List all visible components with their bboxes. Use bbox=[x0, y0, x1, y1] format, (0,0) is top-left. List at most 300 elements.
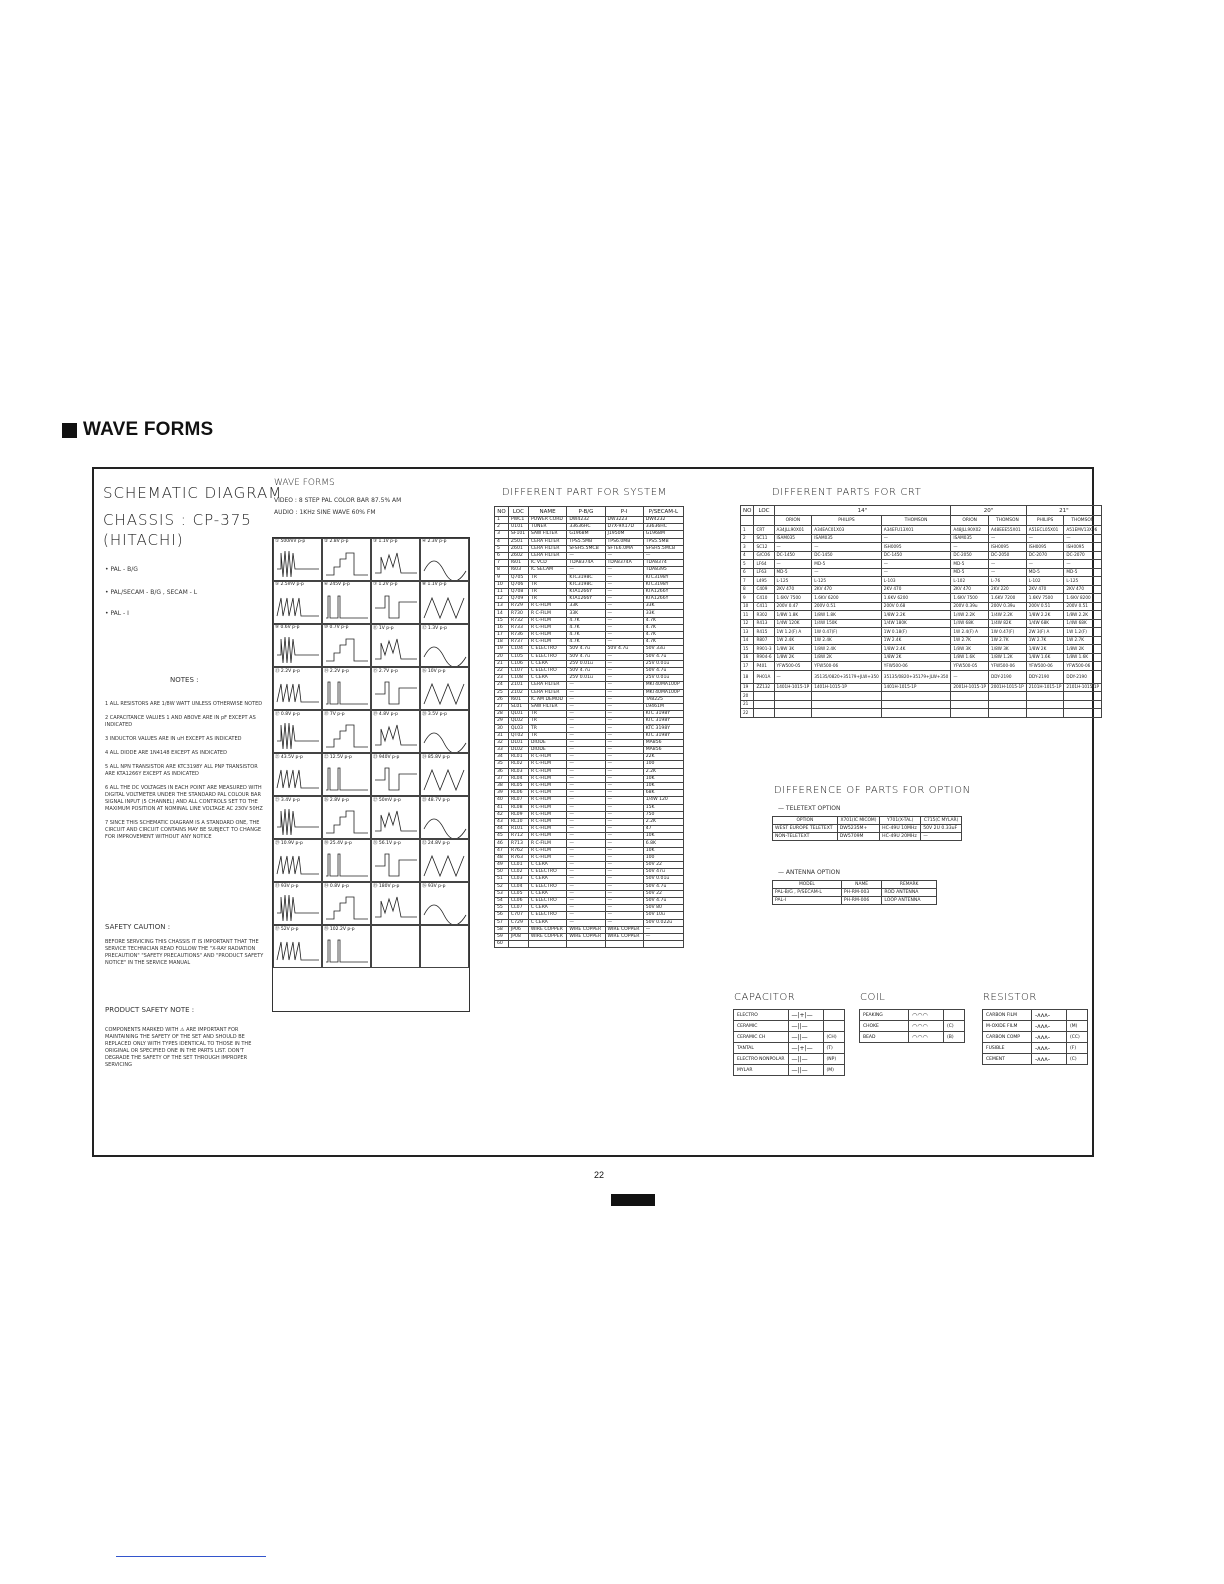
table-cell: 19 bbox=[495, 646, 509, 653]
table-cell: 4.7K bbox=[643, 617, 683, 624]
table-cell: C CERA bbox=[528, 876, 566, 883]
table-header: P-B/G bbox=[567, 507, 605, 517]
table-row bbox=[741, 611, 1102, 620]
table-header: 21" bbox=[1026, 506, 1101, 516]
table-cell: — bbox=[605, 804, 643, 811]
waveform-trace-icon bbox=[422, 719, 468, 752]
waveform-trace-icon bbox=[324, 676, 370, 709]
table-cell: 4.7K bbox=[643, 624, 683, 631]
capacitor-symbol-icon: —||— bbox=[788, 1054, 823, 1065]
table-header bbox=[741, 516, 754, 526]
table-cell: 21 bbox=[495, 660, 509, 667]
table-cell: C104 bbox=[508, 646, 528, 653]
table-cell: 19 bbox=[741, 683, 754, 692]
table-cell: — bbox=[567, 804, 605, 811]
table-cell: MD-5 bbox=[951, 560, 989, 569]
table-cell: QL02 bbox=[508, 718, 528, 725]
capacitor-legend-title: CAPACITOR bbox=[734, 992, 796, 1003]
table-header: NO bbox=[495, 507, 509, 517]
table-row bbox=[741, 619, 1102, 628]
table-cell: C107 bbox=[508, 667, 528, 674]
table-row bbox=[495, 653, 684, 660]
table-cell bbox=[508, 941, 528, 948]
waveform-cell bbox=[371, 667, 420, 710]
table-cell: 1/4W 2.2K bbox=[989, 611, 1027, 620]
section-heading bbox=[62, 419, 213, 441]
table-cell bbox=[881, 692, 951, 701]
table-cell: 24 bbox=[495, 682, 509, 689]
table-cell: 200V 0.68 bbox=[881, 602, 951, 611]
table-cell: 47 bbox=[495, 847, 509, 854]
table-cell: KTC 3198Y bbox=[643, 718, 683, 725]
table-header: C715(C MYLAR) bbox=[921, 817, 962, 825]
waveform-label: ㉝ 93V p-p bbox=[275, 884, 299, 889]
table-cell: C729 bbox=[508, 919, 528, 926]
table-cell: — bbox=[605, 725, 643, 732]
table-cell: 4.7K bbox=[567, 617, 605, 624]
legend-row bbox=[734, 1065, 845, 1076]
table-cell: 1/8W 2K bbox=[774, 653, 812, 662]
table-cell: — bbox=[951, 670, 989, 683]
table-cell bbox=[812, 700, 882, 709]
table-row bbox=[495, 782, 684, 789]
table-cell: 32 bbox=[495, 739, 509, 746]
waveforms-title: WAVE FORMS bbox=[274, 478, 335, 488]
table-header-row bbox=[741, 516, 1102, 526]
table-cell: Z101 bbox=[508, 682, 528, 689]
table-cell: — bbox=[774, 543, 812, 552]
legend-label: BEAD bbox=[860, 1032, 909, 1043]
table-cell: TDA8395 bbox=[643, 567, 683, 574]
table-cell: 14 bbox=[741, 636, 754, 645]
table-cell: ISH0095 bbox=[881, 543, 951, 552]
table-cell: A34EAC01X03 bbox=[812, 526, 882, 535]
table-cell: WEST EUROPE TELETEXT bbox=[773, 825, 838, 833]
legend-row bbox=[734, 1032, 845, 1043]
waveform-label: ㉛ 56.1V p-p bbox=[373, 841, 401, 846]
table-cell: R413 bbox=[754, 619, 774, 628]
table-cell: R C-FILM bbox=[528, 610, 566, 617]
table-cell: MKT40MA100P bbox=[643, 682, 683, 689]
table-cell: SFSH5.5MCB bbox=[567, 545, 605, 552]
table-row bbox=[495, 667, 684, 674]
table-row bbox=[495, 560, 684, 567]
table-cell: KTA1266Y bbox=[643, 596, 683, 603]
table-row bbox=[741, 653, 1102, 662]
table-cell: R C-FILM bbox=[528, 818, 566, 825]
legend-code: (F) bbox=[1067, 1043, 1088, 1054]
table-cell: — bbox=[605, 833, 643, 840]
table-cell: C105 bbox=[508, 653, 528, 660]
table-cell: — bbox=[1064, 534, 1102, 543]
table-cell: — bbox=[605, 624, 643, 631]
table-cell: 1/8W 2K bbox=[1064, 645, 1102, 654]
waveform-cell bbox=[371, 753, 420, 796]
table-cell: 1/8W 2K bbox=[1026, 645, 1064, 654]
table-row bbox=[495, 768, 684, 775]
table-cell: 1/8W 1.2K bbox=[989, 653, 1027, 662]
table-cell bbox=[812, 692, 882, 701]
table-row bbox=[495, 833, 684, 840]
table-cell: 44 bbox=[495, 826, 509, 833]
table-cell: 15 bbox=[495, 617, 509, 624]
legend-row bbox=[734, 1054, 845, 1065]
table-cell: 2101H-1015-1P bbox=[1026, 683, 1064, 692]
table-cell: 1.6KV 6200 bbox=[881, 594, 951, 603]
table-cell: 22K bbox=[643, 754, 683, 761]
table-cell: I601 bbox=[508, 560, 528, 567]
waveform-cell bbox=[371, 581, 420, 624]
table-cell: — bbox=[605, 905, 643, 912]
table-cell: — bbox=[567, 696, 605, 703]
table-cell: CL04 bbox=[508, 883, 528, 890]
table-row bbox=[495, 660, 684, 667]
waveform-cell bbox=[322, 925, 371, 968]
table-cell: 37 bbox=[495, 775, 509, 782]
table-cell: TDA8374 bbox=[643, 560, 683, 567]
table-cell: 50V 4.7u bbox=[643, 897, 683, 904]
table-cell bbox=[1026, 709, 1064, 718]
table-header: REMARK bbox=[882, 881, 937, 889]
table-cell: — bbox=[605, 610, 643, 617]
table-cell: — bbox=[567, 854, 605, 861]
table-cell: WIRE COPPER bbox=[605, 926, 643, 933]
table-cell bbox=[1064, 692, 1102, 701]
table-cell: 50V 10u bbox=[643, 912, 683, 919]
legend-code: (B) bbox=[944, 1032, 965, 1043]
table-cell: TPS5.5MB bbox=[643, 538, 683, 545]
table-cell: R736 bbox=[508, 632, 528, 639]
table-cell: 55 bbox=[495, 905, 509, 912]
waveform-cell bbox=[371, 624, 420, 667]
table-cell: — bbox=[567, 847, 605, 854]
table-cell: 6.8K bbox=[643, 840, 683, 847]
table-cell: KTC3198C bbox=[567, 581, 605, 588]
table-cell: 12 bbox=[741, 619, 754, 628]
notes-title: NOTES : bbox=[170, 676, 199, 684]
notes-list bbox=[105, 701, 265, 848]
table-cell: 6 bbox=[741, 568, 754, 577]
table-cell: 13 bbox=[741, 628, 754, 637]
table-cell: 1/8W 2.2K bbox=[1026, 611, 1064, 620]
table-cell: DC-2050 bbox=[951, 551, 989, 560]
waveform-cell bbox=[322, 581, 371, 624]
table-cell: ISAM035 bbox=[774, 534, 812, 543]
table-cell: 100 bbox=[643, 761, 683, 768]
waveform-cell bbox=[371, 839, 420, 882]
table-cell: C ELECTRO bbox=[528, 883, 566, 890]
waveform-trace-icon bbox=[373, 633, 419, 666]
table-cell: — bbox=[812, 568, 882, 577]
table-row bbox=[495, 739, 684, 746]
table-cell: 1401H-1015-1P bbox=[812, 683, 882, 692]
table-row bbox=[495, 804, 684, 811]
table-cell: MA856 bbox=[643, 747, 683, 754]
table-cell: R C-FILM bbox=[528, 797, 566, 804]
table-cell: 1/4W 180K bbox=[881, 619, 951, 628]
table-cell: CL06 bbox=[508, 897, 528, 904]
table-cell: G1968M bbox=[643, 531, 683, 538]
table-cell: TPS5.5MB bbox=[567, 538, 605, 545]
table-row bbox=[741, 636, 1102, 645]
table-row bbox=[773, 825, 962, 833]
note-item: 4 ALL DIODE ARE 1N4148 EXCEPT AS INDICATED bbox=[105, 750, 227, 756]
table-row bbox=[741, 585, 1102, 594]
table-cell: — bbox=[605, 703, 643, 710]
table-cell: JP06 bbox=[508, 926, 528, 933]
table-cell: — bbox=[605, 754, 643, 761]
table-cell: 2KV 470 bbox=[1064, 585, 1102, 594]
table-cell: R C-FILM bbox=[528, 811, 566, 818]
schematic-sheet bbox=[92, 467, 1100, 1157]
table-cell: C410 bbox=[754, 594, 774, 603]
table-cell bbox=[605, 941, 643, 948]
table-cell: R C-FILM bbox=[528, 617, 566, 624]
table-row bbox=[495, 826, 684, 833]
legend-row bbox=[983, 1010, 1088, 1021]
table-cell: 33K bbox=[567, 603, 605, 610]
table-cell: R C-FILM bbox=[528, 833, 566, 840]
table-cell: 23 bbox=[495, 675, 509, 682]
table-cell: R C-FILM bbox=[528, 826, 566, 833]
table-cell: 50V 2U 0.33uF bbox=[921, 825, 962, 833]
table-cell: 2KV 470 bbox=[951, 585, 989, 594]
waveform-cell bbox=[420, 925, 469, 968]
table-cell: RL04 bbox=[508, 775, 528, 782]
waveform-trace-icon bbox=[373, 762, 419, 795]
table-cell: 50 bbox=[495, 869, 509, 876]
table-row bbox=[495, 603, 684, 610]
table-cell: C CERA bbox=[528, 862, 566, 869]
table-cell: YFW500-06 bbox=[1064, 662, 1102, 671]
table-cell bbox=[774, 700, 812, 709]
table-cell: YFW500-06 bbox=[812, 662, 882, 671]
waveform-label: ⑦ 1.2V p-p bbox=[373, 582, 398, 587]
table-cell: R C-FILM bbox=[528, 790, 566, 797]
table-cell: A34JLL90X01 bbox=[774, 526, 812, 535]
legend-code: (CC) bbox=[1067, 1032, 1088, 1043]
table-row bbox=[495, 790, 684, 797]
table-cell: 50V 47u bbox=[643, 869, 683, 876]
waveform-trace-icon bbox=[373, 848, 419, 881]
table-cell: 200V 0.51 bbox=[1064, 602, 1102, 611]
table-cell: TR bbox=[528, 588, 566, 595]
table-cell: P401 bbox=[754, 662, 774, 671]
waveform-label: ㉖ 2.8V p-p bbox=[324, 798, 349, 803]
table-cell: QL01 bbox=[508, 711, 528, 718]
table-cell bbox=[989, 700, 1027, 709]
table-cell: 10 bbox=[495, 581, 509, 588]
teletext-option-table bbox=[772, 816, 962, 841]
table-cell: RL07 bbox=[508, 797, 528, 804]
table-cell: MD-5 bbox=[951, 568, 989, 577]
table-cell: 2101H-1015-1P bbox=[1064, 683, 1102, 692]
table-cell: C CERA bbox=[528, 660, 566, 667]
table-row bbox=[495, 761, 684, 768]
table-cell: 2KV 470 bbox=[774, 585, 812, 594]
table-row bbox=[495, 905, 684, 912]
table-cell: DC-2050 bbox=[989, 551, 1027, 560]
waveform-trace-icon bbox=[324, 934, 370, 967]
table-cell: 58 bbox=[495, 926, 509, 933]
table-cell: R737 bbox=[508, 639, 528, 646]
table-cell: R C-FILM bbox=[528, 782, 566, 789]
table-cell: Z602 bbox=[508, 552, 528, 559]
table-cell bbox=[643, 941, 683, 948]
table-cell: — bbox=[567, 689, 605, 696]
table-cell: — bbox=[567, 775, 605, 782]
table-cell: 36 bbox=[495, 768, 509, 775]
waveform-label: ㉟ 180V p-p bbox=[373, 884, 400, 889]
table-cell: — bbox=[605, 574, 643, 581]
table-cell: R712 bbox=[508, 833, 528, 840]
table-cell: 42 bbox=[495, 811, 509, 818]
table-header: THOMSON bbox=[1064, 516, 1102, 526]
waveform-cell bbox=[273, 581, 322, 624]
table-cell: WIRE COPPER bbox=[528, 926, 566, 933]
table-row bbox=[495, 890, 684, 897]
table-cell: — bbox=[605, 876, 643, 883]
note-item: 1 ALL RESISTORS ARE 1/8W WATT UNLESS OTHERWISE NOTED bbox=[105, 701, 263, 707]
table-cell: — bbox=[567, 718, 605, 725]
table-cell: KTA1266Y bbox=[643, 588, 683, 595]
table-cell: YFW500-06 bbox=[881, 662, 951, 671]
table-cell: — bbox=[605, 617, 643, 624]
table-row bbox=[741, 602, 1102, 611]
table-cell: 3 bbox=[741, 543, 754, 552]
table-cell bbox=[1026, 700, 1064, 709]
table-cell: 1.6KV 7500 bbox=[774, 594, 812, 603]
waveform-trace-icon bbox=[324, 719, 370, 752]
table-cell: 50V 0.022u bbox=[643, 919, 683, 926]
table-cell: C CERA bbox=[528, 905, 566, 912]
schematic-title: SCHEMATIC DIAGRAM bbox=[103, 484, 283, 502]
table-cell: KTA1266Y bbox=[567, 588, 605, 595]
waveform-trace-icon bbox=[324, 762, 370, 795]
table-cell: I603 bbox=[508, 567, 528, 574]
waveform-trace-icon bbox=[373, 547, 419, 580]
table-cell: — bbox=[605, 639, 643, 646]
table-cell bbox=[567, 941, 605, 948]
table-cell: DL02 bbox=[508, 747, 528, 754]
table-row bbox=[495, 912, 684, 919]
waveform-trace-icon bbox=[373, 676, 419, 709]
table-header: NO bbox=[741, 506, 754, 516]
table-cell: — bbox=[605, 826, 643, 833]
waveform-cell bbox=[322, 667, 371, 710]
table-cell: 8 bbox=[495, 567, 509, 574]
table-cell: — bbox=[567, 797, 605, 804]
table-cell: SL01 bbox=[508, 703, 528, 710]
table-cell: 45 bbox=[495, 833, 509, 840]
table-row bbox=[741, 551, 1102, 560]
coil-symbol-icon: ◠◠◠ bbox=[909, 1021, 944, 1032]
table-row bbox=[495, 610, 684, 617]
table-cell: D7X-9X17D bbox=[605, 524, 643, 531]
table-cell: — bbox=[605, 689, 643, 696]
table-cell: 26 bbox=[495, 696, 509, 703]
table-cell: SAW FILTER bbox=[528, 531, 566, 538]
table-row bbox=[741, 670, 1102, 683]
table-cell: — bbox=[605, 552, 643, 559]
table-cell: R732 bbox=[508, 617, 528, 624]
table-cell: 11 bbox=[741, 611, 754, 620]
table-cell: TPS6.0MB bbox=[605, 538, 643, 545]
table-cell: 7 bbox=[741, 577, 754, 586]
footer-link-underline bbox=[116, 1556, 266, 1557]
table-cell: 54 bbox=[495, 897, 509, 904]
waveform-cell bbox=[273, 538, 322, 581]
table-cell: — bbox=[881, 534, 951, 543]
coil-legend-title: COIL bbox=[860, 992, 886, 1003]
table-cell: R C-FILM bbox=[528, 768, 566, 775]
table-cell: C ELECTRO bbox=[528, 646, 566, 653]
waveform-trace-icon bbox=[324, 891, 370, 924]
table-cell: R C-FILM bbox=[528, 840, 566, 847]
table-cell: 1/4W 82K bbox=[989, 619, 1027, 628]
waveform-trace-icon bbox=[275, 934, 321, 967]
note-item: 7 SINCE THIS SCHEMATIC DIAGRAM IS A STANDARD ONE, THE CIRCUIT AND CIRCUIT CONTAINS MAY BE SUBJECT TO CHANGE FOR IMPROVEMENT WITHOUT ANY NOTICE bbox=[105, 820, 261, 840]
table-cell: 1401H-1015-1P bbox=[774, 683, 812, 692]
waveform-cell bbox=[322, 882, 371, 925]
legend-row bbox=[860, 1021, 965, 1032]
note-item: 5 ALL NPN TRANSISTOR ARE KTC3198Y ALL PNP TRANSISTOR ARE KTA1266Y EXCEPT AS INDICATED bbox=[105, 764, 258, 777]
waveform-cell bbox=[273, 624, 322, 667]
table-cell: 50V 4.7u bbox=[643, 667, 683, 674]
table-cell: — bbox=[605, 897, 643, 904]
table-cell: DDY-2190 bbox=[1064, 670, 1102, 683]
table-cell: R C-FILM bbox=[528, 804, 566, 811]
table-header: ORION bbox=[951, 516, 989, 526]
table-cell: — bbox=[1026, 534, 1064, 543]
table-cell: — bbox=[567, 890, 605, 897]
table-cell: — bbox=[881, 568, 951, 577]
table-cell bbox=[951, 700, 989, 709]
table-cell: 4.7K bbox=[643, 639, 683, 646]
table-cell: KTC 3198Y bbox=[643, 732, 683, 739]
table-row bbox=[741, 534, 1102, 543]
table-cell: 33 bbox=[495, 747, 509, 754]
table-cell: 59 bbox=[495, 933, 509, 940]
system-item: • PAL - B/G bbox=[105, 566, 138, 573]
table-cell: 1W 1.2(F) A bbox=[774, 628, 812, 637]
resistor-symbol-icon: -ʌʌʌ- bbox=[1032, 1021, 1067, 1032]
system-item: • PAL/SECAM - B/G , SECAM - L bbox=[105, 589, 198, 596]
table-cell: LF64 bbox=[754, 560, 774, 569]
waveform-label: ⑮ 2.7V p-p bbox=[373, 669, 398, 674]
table-cell: — bbox=[605, 739, 643, 746]
table-cell: — bbox=[605, 653, 643, 660]
table-header: THOMSON bbox=[881, 516, 951, 526]
table-cell: 39 bbox=[495, 790, 509, 797]
table-cell: IC VCD bbox=[528, 560, 566, 567]
table-cell: 1/4W 150K bbox=[812, 619, 882, 628]
table-cell: — bbox=[567, 826, 605, 833]
table-cell: 1W 2.4K bbox=[774, 636, 812, 645]
table-cell: 1/8W 2K bbox=[812, 653, 882, 662]
table-cell: KTC 3198Y bbox=[643, 711, 683, 718]
table-cell: MA856 bbox=[643, 739, 683, 746]
table-cell: WIRE COPPER bbox=[528, 933, 566, 940]
table-cell: — bbox=[605, 761, 643, 768]
table-cell: — bbox=[567, 567, 605, 574]
table-cell: Q708 bbox=[508, 588, 528, 595]
capacitor-symbol-icon: —||— bbox=[788, 1065, 823, 1076]
table-cell: WIRE COPPER bbox=[567, 926, 605, 933]
table-cell: MKT40MA100P bbox=[643, 689, 683, 696]
table-cell: 4.7K bbox=[643, 632, 683, 639]
table-cell: — bbox=[605, 818, 643, 825]
